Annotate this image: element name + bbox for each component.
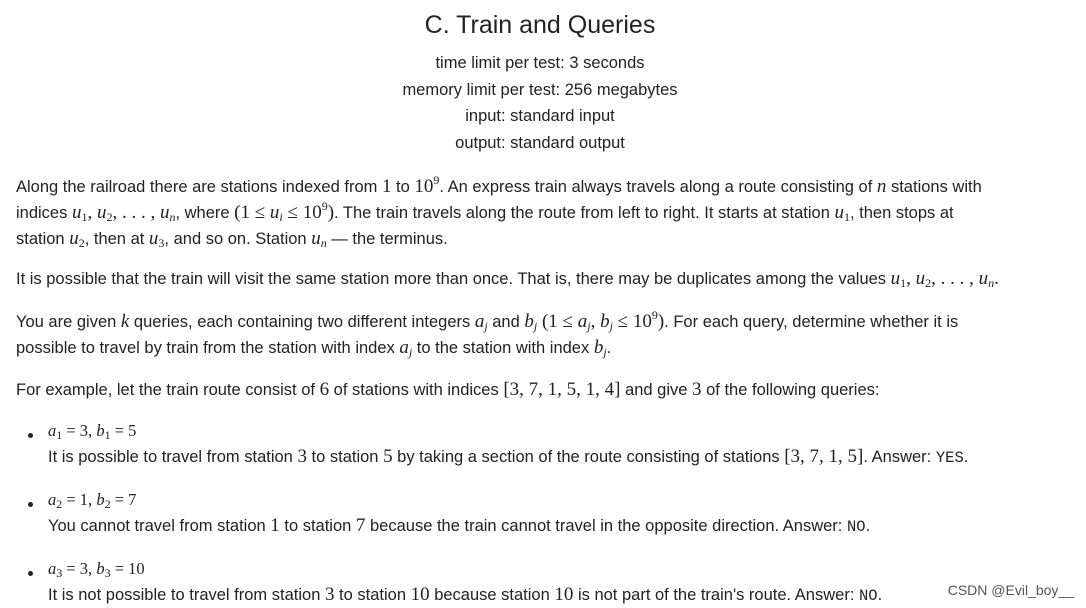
math: $u_2$ xyxy=(69,228,85,250)
text: Along the railroad there are stations indexed from xyxy=(16,178,382,196)
query-3: $a_3 = 3$, $b_3 = 10$ xyxy=(48,559,145,580)
answer-no: NO xyxy=(846,518,866,536)
statement-paragraph-4 xyxy=(16,377,879,403)
text: indices xyxy=(16,204,72,222)
math: $u_n$ xyxy=(311,228,327,250)
problem-header xyxy=(0,9,1080,156)
problem-title: C. Train and Queries xyxy=(424,11,656,39)
output-spec: output: standard output xyxy=(455,133,625,152)
bullet-dot xyxy=(28,433,33,438)
text: , where xyxy=(175,204,235,222)
query-2-explanation: You cannot travel from station 1 to station 7 because the train cannot travel in the opposite direction. Answer: NO. xyxy=(48,515,871,536)
math: $u_1$ xyxy=(834,202,850,224)
math: $b_j$ ($1 \le a_j$, $b_j \le 10^9$) xyxy=(524,308,665,333)
text: It is possible that the train will visit the same station more than once. That is, there may be duplicates among the values xyxy=(16,270,891,288)
math: k xyxy=(120,311,130,332)
math: 6 xyxy=(319,379,330,400)
math: $(1 \le u_i \le 10^9)$ xyxy=(234,199,335,224)
answer-no: NO xyxy=(858,587,878,605)
input-spec: input: standard input xyxy=(465,107,615,125)
text: . An express train always travels along a route consisting of xyxy=(439,178,877,196)
answer-yes: YES xyxy=(935,449,964,467)
statement-paragraph-2 xyxy=(16,266,999,292)
text: of stations with indices xyxy=(329,381,504,399)
text: . xyxy=(606,339,612,357)
text: For example, let the train route consist of xyxy=(16,381,320,399)
math: $a_j$ xyxy=(399,337,413,359)
math: $u_1$, $u_2$, . . . , $u_n$. xyxy=(890,268,999,290)
statement-paragraph-1 xyxy=(16,174,982,252)
query-1-explanation: It is possible to travel from station 3 to station 5 by taking a section of the route consisting of stations [3, 7, 1, 5]. Answer: YES. xyxy=(48,446,969,467)
text: to the station with index xyxy=(412,339,594,357)
math: 1 xyxy=(381,176,392,197)
watermark: CSDN @Evil_boy__ xyxy=(947,582,1074,598)
text: — the terminus. xyxy=(326,230,448,248)
text: . The train travels along the route from left to right. It starts at station xyxy=(334,204,835,222)
text: , then stops at xyxy=(849,204,954,222)
text: and give xyxy=(620,381,693,399)
math: 3 xyxy=(692,379,702,400)
math: $b_j$ xyxy=(593,337,607,359)
text: and xyxy=(487,313,525,331)
math: $u_1$, $u_2$, . . . , $u_n$ xyxy=(71,202,176,224)
text: possible to travel by train from the station with index xyxy=(16,339,400,357)
time-limit: time limit per test: 3 seconds xyxy=(435,54,645,72)
query-1: $a_1 = 3$, $b_1 = 5$ xyxy=(48,421,137,442)
text: to xyxy=(391,178,415,196)
memory-limit: memory limit per test: 256 megabytes xyxy=(402,80,678,99)
bullet-dot xyxy=(28,571,33,576)
route-array: [3, 7, 1, 5, 1, 4] xyxy=(503,379,621,400)
statement-paragraph-3 xyxy=(16,309,958,361)
text: You are given xyxy=(16,313,121,331)
math: $10^9$ xyxy=(414,173,440,197)
text: , then at xyxy=(84,230,149,248)
text: station xyxy=(16,230,70,248)
text: queries, each containing two different integers xyxy=(129,313,475,331)
math: $a_j$ xyxy=(474,311,488,333)
math: $u_3$ xyxy=(148,228,165,250)
text: stations with xyxy=(886,178,982,196)
math: n xyxy=(876,176,887,197)
query-2: $a_2 = 1$, $b_2 = 7$ xyxy=(48,490,137,511)
text: of the following queries: xyxy=(701,381,880,399)
query-3-explanation: It is not possible to travel from station 3 to station 10 because station 10 is not part of the train's route. Answer: NO. xyxy=(48,584,883,605)
text: , and so on. Station xyxy=(164,230,312,248)
bullet-dot xyxy=(28,502,33,507)
text: . For each query, determine whether it is xyxy=(664,313,959,331)
